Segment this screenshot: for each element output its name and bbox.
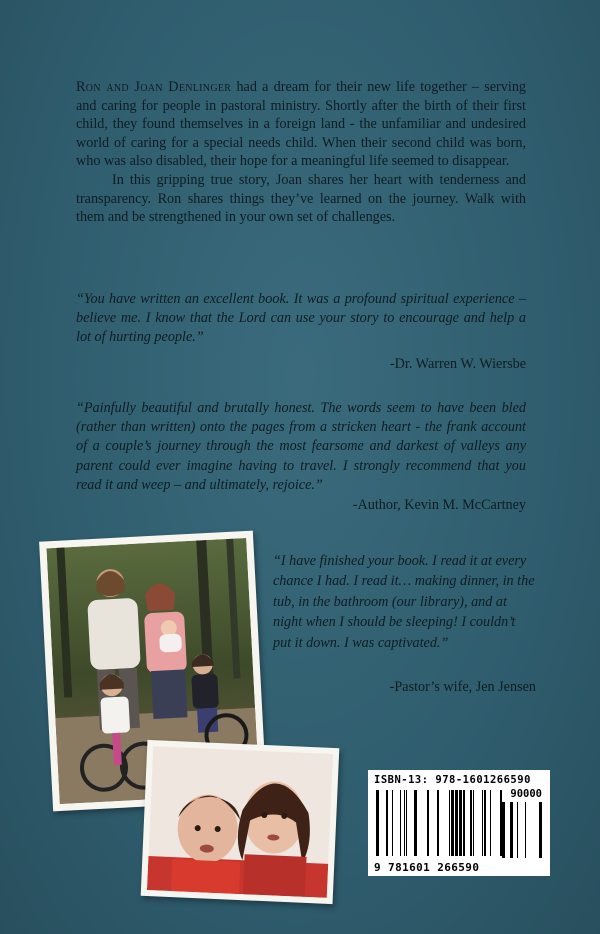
- endorsement-quote-wiersbe: “You have written an excellent book. It was a profound spiritual experience – believe me. I know that the Lord can use your story to encourage and help a lot of hurting people.”: [76, 291, 526, 346]
- barcode-bar: [455, 790, 458, 856]
- barcode-bar: [459, 790, 462, 856]
- description-text-1: had a dream for their new life together – serving and caring for people in pastoral ministry. Shortly after the birth of their first child, they found themselves in a foreign land - the unfamiliar and undesired world of caring for a special needs child. When their second child was born, who was also disabled, their hope for a meaningful life seemed to disappear.: [76, 79, 527, 170]
- isbn-barcode: [368, 770, 550, 876]
- barcode-bar: [510, 802, 513, 858]
- barcode-bars: [376, 790, 504, 856]
- barcode-bar: [449, 790, 450, 856]
- price-code: 90000: [510, 788, 542, 800]
- isbn-digits: 9 781601 266590: [374, 861, 480, 874]
- barcode-bar: [517, 802, 518, 858]
- isbn-label: ISBN-13: 978-1601266590: [374, 774, 531, 786]
- barcode-bar: [470, 790, 472, 856]
- book-description: [76, 78, 526, 227]
- endorsement-attribution-mccartney: -Author, Kevin M. McCartney: [352, 497, 526, 513]
- barcode-bar: [473, 790, 474, 856]
- children-photo: [141, 740, 340, 904]
- barcode-bar: [404, 790, 405, 856]
- barcode-bar: [386, 790, 388, 856]
- price-barcode-bars: [502, 802, 542, 858]
- barcode-bar: [490, 790, 491, 856]
- barcode-bar: [539, 802, 542, 858]
- barcode-bar: [463, 790, 465, 856]
- barcode-bar: [482, 790, 483, 856]
- barcode-bar: [392, 790, 393, 856]
- endorsement-quote-jensen: “I have finished your book. I read it at every chance I had. I read it… making dinner, in the tub, in the bathroom (our library), and at night when I should be sleeping! I couldn’t put it down. I was captivated.”: [273, 553, 535, 651]
- endorsement-attribution-jensen: -Pastor’s wife, Jen Jensen: [389, 679, 536, 695]
- endorsement-quote-mccartney: “Painfully beautiful and brutally honest. The words seem to have been bled (rather than written) onto the pages from a stricken heart - the frank account of a couple’s journey through the most fearsome and darkest of valleys any parent could ever imagine having to travel. I strongly recommend that you read it and weep – and ultimately, rejoice.”: [76, 400, 526, 493]
- barcode-bar: [414, 790, 417, 856]
- barcode-bar: [376, 790, 379, 856]
- barcode-bar: [406, 790, 407, 856]
- author-names: Ron and Joan Denlinger: [76, 79, 232, 95]
- description-paragraph-2: In this gripping true story, Joan shares her heart with tenderness and transparency. Ron shares things they’ve learned on the journey. Walk with them and be strengthened in your own set of challenges.: [76, 171, 526, 226]
- endorsement-attribution-wiersbe: -Dr. Warren W. Wiersbe: [389, 356, 526, 372]
- barcode-bar: [427, 790, 429, 856]
- barcode-bar: [400, 790, 401, 856]
- barcode-bar: [525, 802, 526, 858]
- description-paragraph-1: [76, 78, 526, 171]
- barcode-bar: [484, 790, 486, 856]
- barcode-bar: [437, 790, 439, 856]
- barcode-bar: [502, 802, 505, 858]
- barcode-bar: [451, 790, 454, 856]
- children-photo-image: [147, 746, 333, 898]
